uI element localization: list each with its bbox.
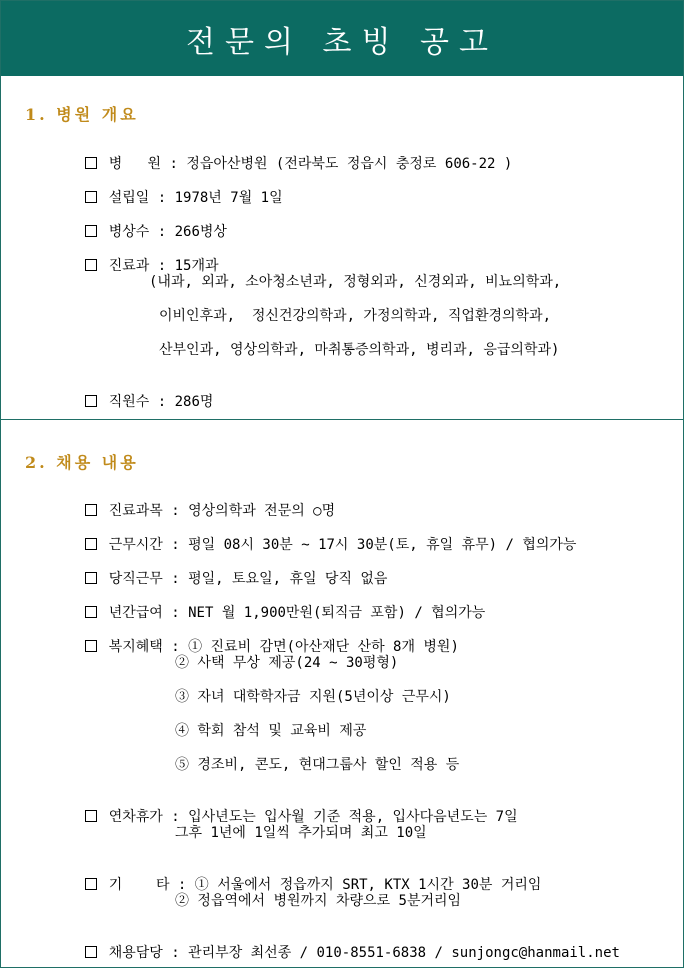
row-label: 당직근무: [108, 571, 163, 587]
department-list-line: 이비인후과, 정신건강의학과, 가정의학과, 직업환경의학과,: [159, 308, 552, 324]
department-list-line: 산부인과, 영상의학과, 마취통증의학과, 병리과, 응급의학과): [159, 342, 560, 358]
checkbox-icon: [85, 810, 97, 822]
section-divider: [1, 419, 683, 420]
row-label: 기 타: [108, 877, 170, 893]
checkbox-icon: [85, 572, 97, 584]
benefit-item: ④ 학회 참석 및 교육비 제공: [175, 723, 367, 739]
checkbox-icon: [85, 504, 97, 516]
row-label: 년간급여: [108, 605, 163, 621]
etc-continued: ② 정읍역에서 병원까지 차량으로 5분거리임: [175, 893, 462, 909]
overview-row-founded: 설립일 : 1978년 7월 1일: [51, 171, 283, 225]
checkbox-icon: [85, 606, 97, 618]
row-value: 1978년 7월 1일: [174, 190, 283, 206]
row-value: ① 진료비 감면(아산재단 산하 8개 병원): [188, 639, 459, 655]
vacation-continued: 그후 1년에 1일씩 추가되며 최고 10일: [175, 825, 427, 841]
row-value: 266병상: [174, 224, 227, 240]
benefit-item: ③ 자녀 대학학자금 지원(5년이상 근무시): [175, 689, 451, 705]
row-value: 영상의학과 전문의 ○명: [188, 503, 336, 519]
section-title-hospital-overview: 1. 병원 개요: [25, 105, 139, 124]
row-label: 복지혜택: [108, 639, 163, 655]
overview-row-beds: 병상수 : 266병상: [51, 205, 227, 259]
section-title-recruitment: 2. 채용 내용: [25, 453, 139, 472]
recruit-row-etc: 기 타 : ① 서울에서 정읍까지 SRT, KTX 1시간 30분 거리임: [51, 858, 541, 912]
recruit-row-contact: 채용담당 : 관리부장 최선종 / 010-8551-6838 / sunjongc@hanmail.net: [51, 926, 620, 980]
overview-row-departments: 진료과 : 15개과: [51, 239, 219, 293]
row-value: ① 서울에서 정읍까지 SRT, KTX 1시간 30분 거리임: [194, 877, 542, 893]
page-title: 전문의 초빙 공고: [186, 24, 498, 60]
checkbox-icon: [85, 191, 97, 203]
row-value: 입사년도는 입사월 기준 적용, 입사다음년도는 7일: [188, 809, 518, 825]
benefit-item: ② 사택 무상 제공(24 ~ 30평형): [175, 655, 399, 671]
overview-row-staff: 직원수 : 286명: [51, 375, 213, 429]
checkbox-icon: [85, 225, 97, 237]
row-label: 직원수: [108, 394, 150, 410]
recruit-row-salary: 년간급여 : NET 월 1,900만원(퇴직금 포함) / 협의가능: [51, 586, 485, 640]
checkbox-icon: [85, 878, 97, 890]
row-label: 연차휴가: [108, 809, 163, 825]
checkbox-icon: [85, 259, 97, 271]
row-value: 15개과: [174, 258, 219, 274]
checkbox-icon: [85, 538, 97, 550]
department-list-line: (내과, 외과, 소아청소년과, 정형외과, 신경외과, 비뇨의학과,: [149, 274, 562, 290]
recruit-row-oncall: 당직근무 : 평일, 토요일, 휴일 당직 없음: [51, 552, 387, 606]
row-label: 병상수: [108, 224, 150, 240]
row-label: 진료과목: [108, 503, 163, 519]
recruit-row-specialty: 진료과목 : 영상의학과 전문의 ○명: [51, 484, 335, 538]
row-value: 정읍아산병원 (전라북도 정읍시 충정로 606-22 ): [186, 156, 513, 172]
recruit-row-benefits: 복지혜택 : ① 진료비 감면(아산재단 산하 8개 병원): [51, 620, 459, 674]
benefit-item: ⑤ 경조비, 콘도, 현대그룹사 할인 적용 등: [175, 757, 460, 773]
header-banner: [1, 1, 683, 76]
row-value: 평일, 토요일, 휴일 당직 없음: [188, 571, 388, 587]
row-label: 채용담당: [108, 945, 163, 961]
checkbox-icon: [85, 395, 97, 407]
row-value: 평일 08시 30분 ~ 17시 30분(토, 휴일 휴무) / 협의가능: [188, 537, 577, 553]
recruit-row-hours: 근무시간 : 평일 08시 30분 ~ 17시 30분(토, 휴일 휴무) / 협의가능: [51, 518, 576, 572]
row-value: 286명: [174, 394, 214, 410]
checkbox-icon: [85, 946, 97, 958]
row-label: 병 원: [108, 156, 162, 172]
checkbox-icon: [85, 640, 97, 652]
row-label: 근무시간: [108, 537, 163, 553]
row-label: 설립일: [108, 190, 150, 206]
recruit-row-vacation: 연차휴가 : 입사년도는 입사월 기준 적용, 입사다음년도는 7일: [51, 790, 518, 844]
row-value: 관리부장 최선종 / 010-8551-6838 / sunjongc@hanmail.net: [188, 945, 620, 961]
row-value: NET 월 1,900만원(퇴직금 포함) / 협의가능: [188, 605, 486, 621]
overview-row-hospital: 병 원 : 정읍아산병원 (전라북도 정읍시 충정로 606-22 ): [51, 137, 512, 191]
checkbox-icon: [85, 157, 97, 169]
row-label: 진료과: [108, 258, 150, 274]
